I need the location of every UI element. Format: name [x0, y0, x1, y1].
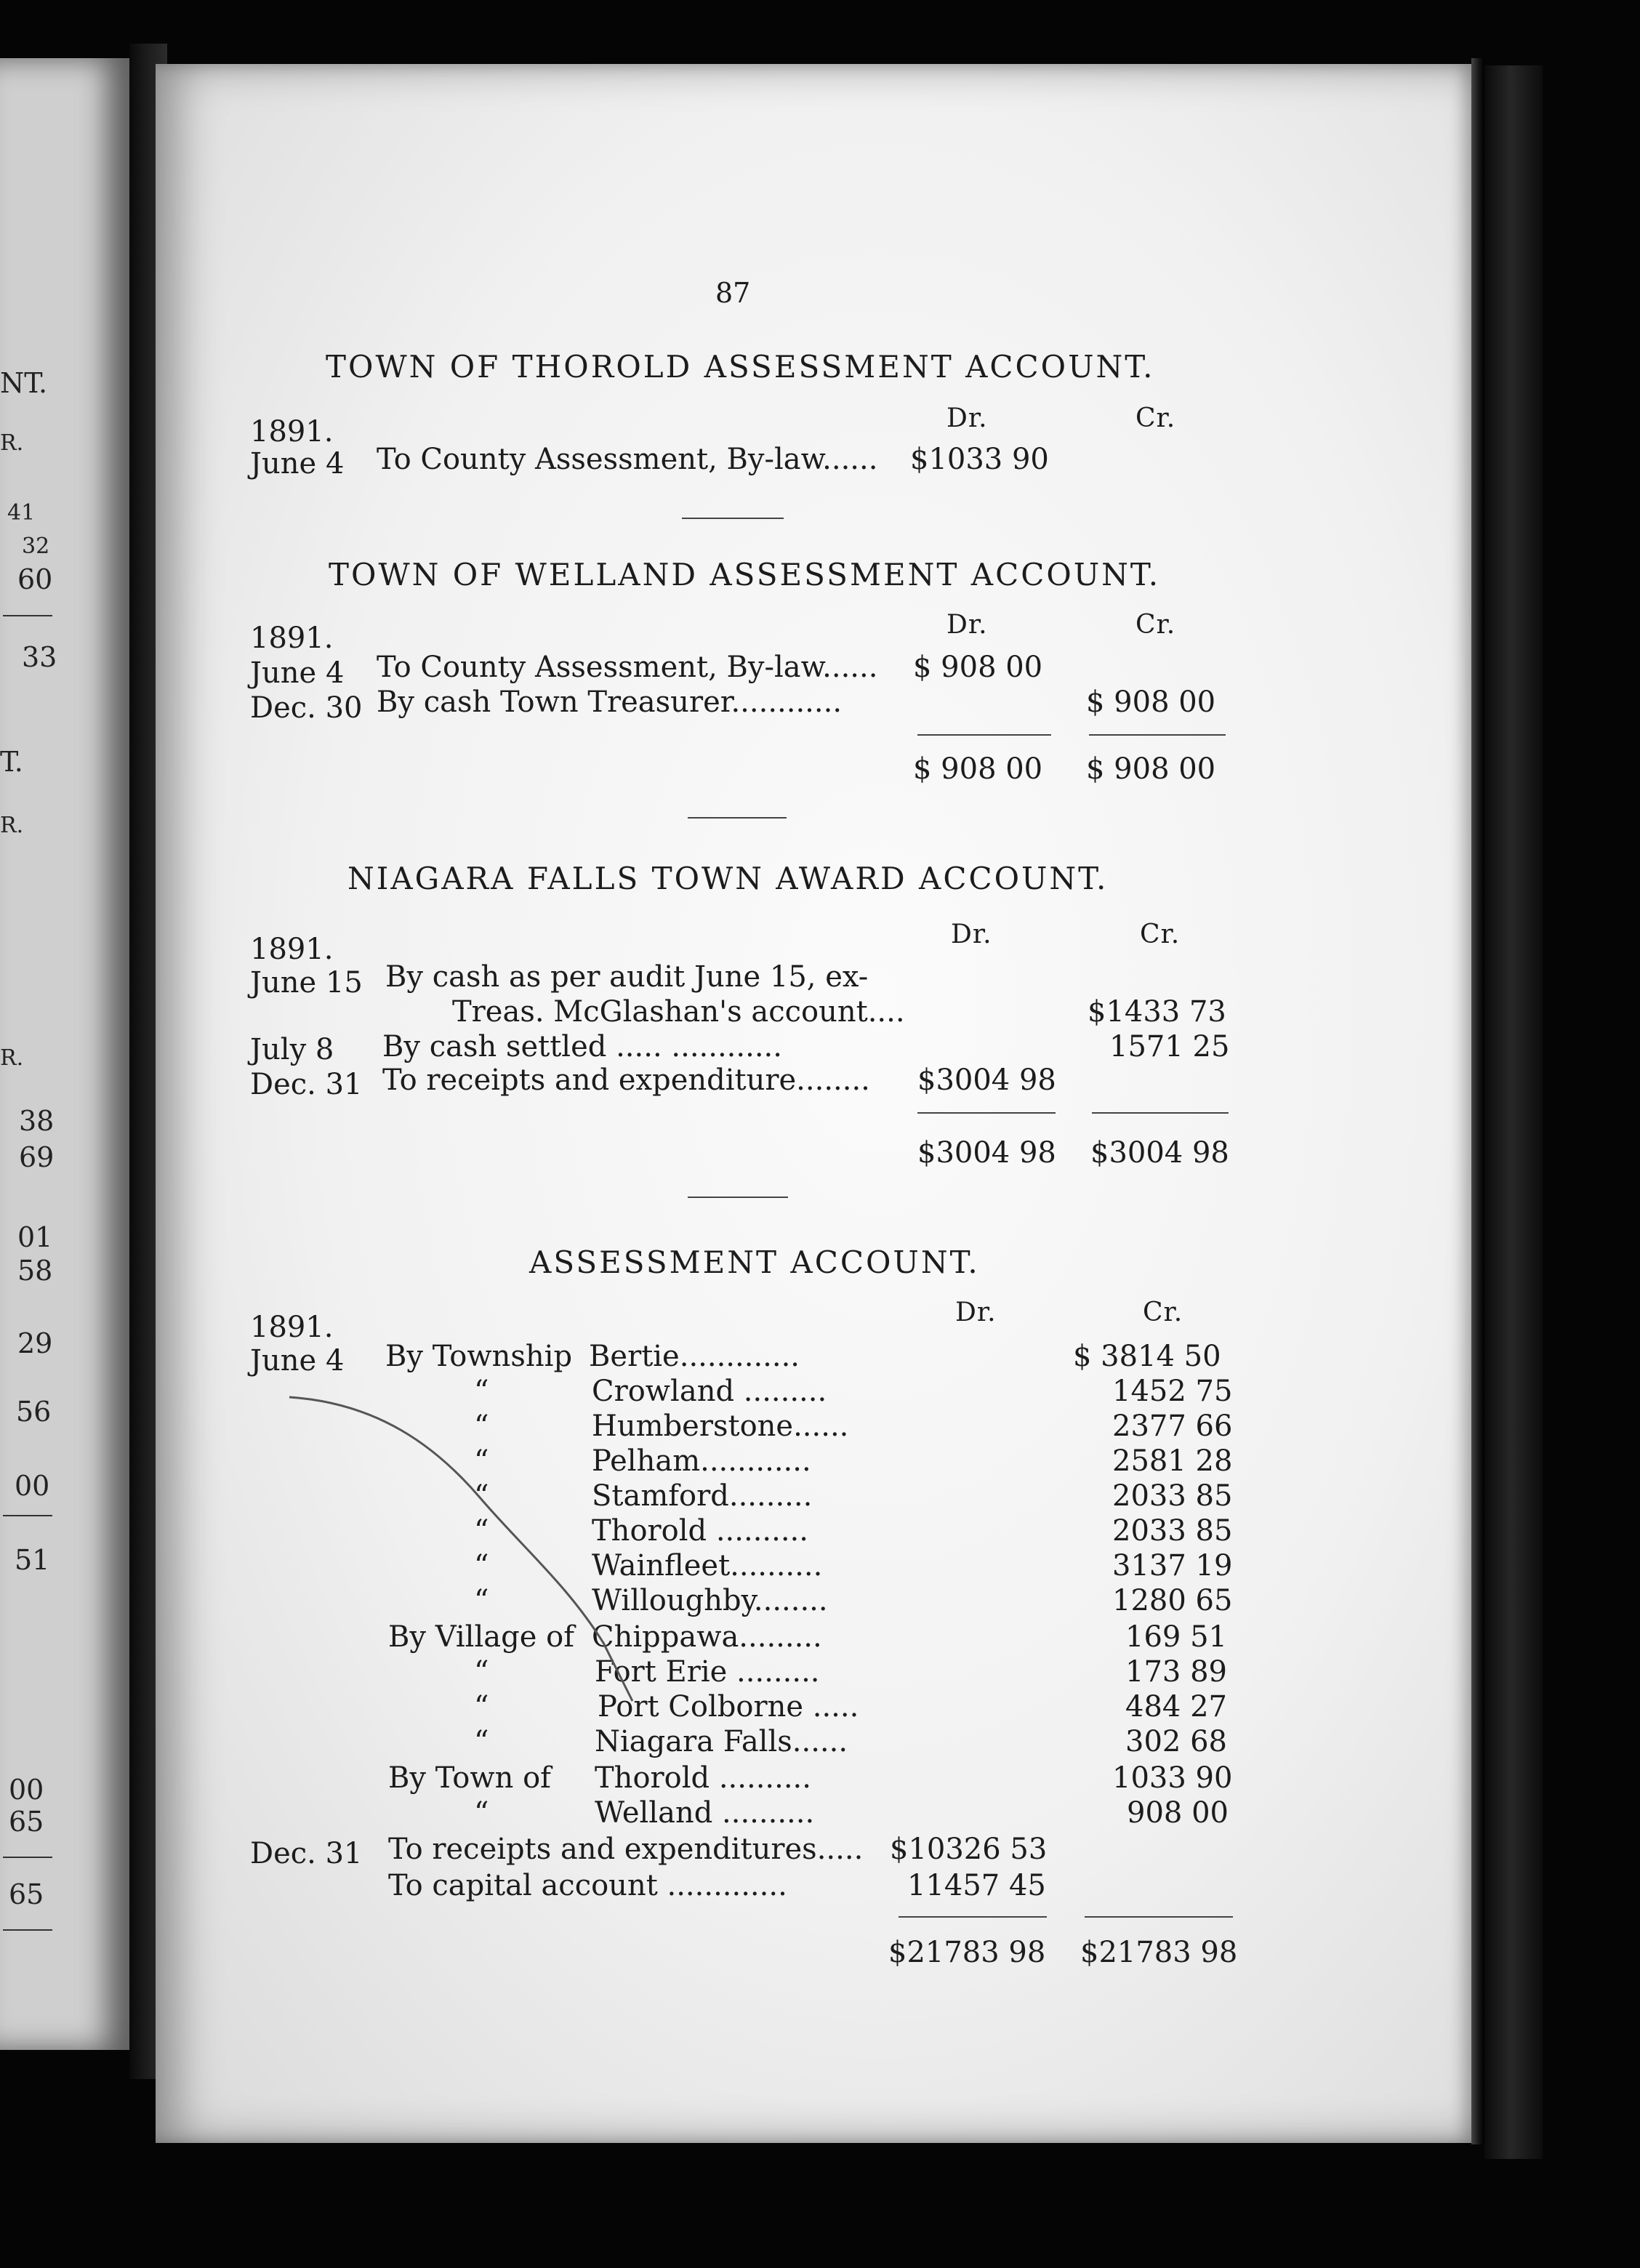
dr-total: $21783 98 [888, 1936, 1046, 1969]
cr-amount: 2033 85 [1112, 1479, 1233, 1513]
entry-date: Dec. 31 [250, 1068, 363, 1101]
cr-total: $21783 98 [1080, 1936, 1238, 1969]
cr-column-header: Cr. [1143, 1298, 1183, 1327]
ditto-mark: “ [474, 1584, 489, 1617]
dr-amount: $1033 90 [910, 443, 1049, 476]
cr-amount: 1571 25 [1109, 1030, 1230, 1063]
left-fragment: T. [0, 746, 23, 778]
entry-description: By cash Town Treasurer............ [377, 685, 843, 719]
entry-date: June 4 [250, 1344, 345, 1378]
entry-prefix: By Town of [388, 1761, 551, 1795]
dr-amount: $3004 98 [917, 1063, 1056, 1097]
left-fragment: 00 [9, 1774, 44, 1806]
entry-place: Chippawa......... [592, 1620, 822, 1654]
year-label: 1891. [250, 622, 334, 655]
dr-amount: $ 908 00 [913, 651, 1043, 684]
entry-date: June 4 [250, 447, 345, 480]
entry-place: Welland .......... [595, 1796, 815, 1830]
section-title: NIAGARA FALLS TOWN AWARD ACCOUNT. [347, 861, 1109, 896]
page-number: 87 [715, 277, 751, 309]
total-rule-cr [1089, 734, 1226, 736]
book-spine-edge [1484, 65, 1543, 2159]
total-rule-cr [1092, 1112, 1229, 1114]
entry-place: Niagara Falls...... [595, 1725, 848, 1758]
left-fragment: 32 [22, 534, 50, 559]
entry-description: To receipts and expenditures..... [388, 1833, 864, 1866]
entry-place: Port Colborne ..... [598, 1690, 859, 1724]
entry-place: Pelham............ [592, 1444, 811, 1478]
section-divider [682, 518, 784, 519]
ditto-mark: “ [474, 1549, 489, 1583]
entry-date: Dec. 31 [250, 1837, 363, 1870]
entry-place: Humberstone...... [592, 1410, 849, 1443]
total-rule-dr [917, 734, 1051, 736]
cr-amount: 908 00 [1127, 1796, 1229, 1830]
left-fragment: 33 [22, 641, 57, 673]
ditto-mark: “ [474, 1655, 489, 1689]
entry-place: Thorold .......... [592, 1514, 808, 1548]
left-fragment: 60 [17, 563, 53, 595]
entry-description: To capital account ............. [388, 1869, 787, 1902]
section-title: ASSESSMENT ACCOUNT. [529, 1244, 980, 1280]
entry-place: Stamford......... [592, 1479, 813, 1513]
ditto-mark: “ [474, 1725, 489, 1758]
cr-amount: 2033 85 [1112, 1514, 1233, 1548]
left-fragment: 00 [15, 1470, 50, 1502]
left-rule [3, 1857, 52, 1858]
cr-amount: 173 89 [1125, 1655, 1227, 1689]
cr-amount: 3137 19 [1112, 1549, 1233, 1583]
cr-amount: 169 51 [1125, 1620, 1227, 1654]
ditto-mark: “ [474, 1796, 489, 1830]
section-divider [688, 1197, 788, 1198]
ditto-mark: “ [474, 1410, 489, 1443]
entry-description: To County Assessment, By-law...... [377, 443, 878, 476]
left-rule [3, 615, 52, 616]
year-label: 1891. [250, 1311, 334, 1344]
left-fragment: 41 [7, 500, 36, 526]
cr-amount: $1433 73 [1088, 995, 1226, 1029]
left-fragment: 29 [17, 1327, 53, 1359]
total-rule-dr [917, 1112, 1056, 1114]
dr-total: $3004 98 [917, 1136, 1056, 1170]
ditto-mark: “ [474, 1514, 489, 1548]
dr-column-header: Dr. [951, 920, 992, 949]
cr-total: $3004 98 [1090, 1136, 1229, 1170]
year-label: 1891. [250, 933, 334, 966]
left-fragment: 65 [9, 1878, 44, 1910]
entry-description: To receipts and expenditure........ [382, 1063, 870, 1097]
cr-amount: $ 908 00 [1086, 685, 1216, 719]
page-edge-shadow [1471, 58, 1484, 2144]
entry-place: Fort Erie ......... [595, 1655, 820, 1689]
cr-amount: 2581 28 [1112, 1444, 1233, 1478]
ditto-mark: “ [474, 1479, 489, 1513]
entry-place: Thorold .......... [595, 1761, 811, 1795]
ditto-mark: “ [474, 1375, 489, 1408]
entry-place: Crowland ......... [592, 1375, 827, 1408]
dr-amount: $10326 53 [890, 1833, 1048, 1866]
left-fragment: 38 [19, 1105, 55, 1137]
entry-date: June 4 [250, 656, 345, 690]
total-rule-dr [899, 1916, 1047, 1918]
cr-total: $ 908 00 [1086, 752, 1216, 786]
entry-date: June 15 [250, 966, 363, 1000]
cr-column-header: Cr. [1135, 403, 1176, 433]
cr-amount: 1280 65 [1112, 1584, 1233, 1617]
left-fragment: R. [0, 1045, 24, 1071]
section-divider [688, 817, 787, 819]
entry-place: Wainfleet.......... [592, 1549, 823, 1583]
entry-prefix: By Township [385, 1340, 573, 1373]
entry-description: To County Assessment, By-law...... [377, 651, 878, 684]
cr-amount: 1033 90 [1112, 1761, 1233, 1795]
dr-column-header: Dr. [955, 1298, 997, 1327]
left-fragment: R. [0, 430, 24, 456]
left-fragment: 51 [15, 1544, 50, 1576]
left-fragment: R. [0, 813, 24, 838]
left-fragment: NT. [0, 367, 48, 399]
entry-description: Treas. McGlashan's account.... [452, 995, 905, 1029]
cr-column-header: Cr. [1140, 920, 1181, 949]
section-title: TOWN OF THOROLD ASSESSMENT ACCOUNT. [326, 349, 1155, 385]
left-fragment: 58 [17, 1255, 53, 1287]
left-fragment: 56 [16, 1396, 52, 1428]
left-fragment: 01 [17, 1221, 53, 1253]
cr-amount: 302 68 [1125, 1725, 1227, 1758]
entry-date: July 8 [250, 1033, 334, 1066]
entry-place: Bertie............. [589, 1340, 800, 1373]
cr-amount: 484 27 [1125, 1690, 1227, 1724]
cr-amount: 2377 66 [1112, 1410, 1233, 1443]
total-rule-cr [1085, 1916, 1233, 1918]
cr-amount: $ 3814 50 [1073, 1340, 1221, 1373]
entry-place: Willoughby........ [592, 1584, 828, 1617]
left-fragment: 69 [19, 1141, 55, 1173]
ditto-mark: “ [474, 1444, 489, 1478]
entry-prefix: By Village of [388, 1620, 574, 1654]
left-rule [3, 1515, 52, 1516]
entry-date: Dec. 30 [250, 691, 363, 725]
dr-total: $ 908 00 [913, 752, 1043, 786]
dr-column-header: Dr. [946, 403, 988, 433]
left-fragment: 65 [9, 1806, 44, 1838]
section-title: TOWN OF WELLAND ASSESSMENT ACCOUNT. [329, 557, 1161, 592]
ditto-mark: “ [474, 1690, 489, 1724]
cr-amount: 1452 75 [1112, 1375, 1233, 1408]
year-label: 1891. [250, 415, 334, 449]
cr-column-header: Cr. [1135, 610, 1176, 640]
left-rule [3, 1929, 52, 1931]
entry-description: By cash settled ..... ............ [382, 1030, 782, 1063]
dr-column-header: Dr. [946, 610, 988, 640]
entry-description: By cash as per audit June 15, ex- [385, 960, 869, 994]
dr-amount: 11457 45 [907, 1869, 1046, 1902]
